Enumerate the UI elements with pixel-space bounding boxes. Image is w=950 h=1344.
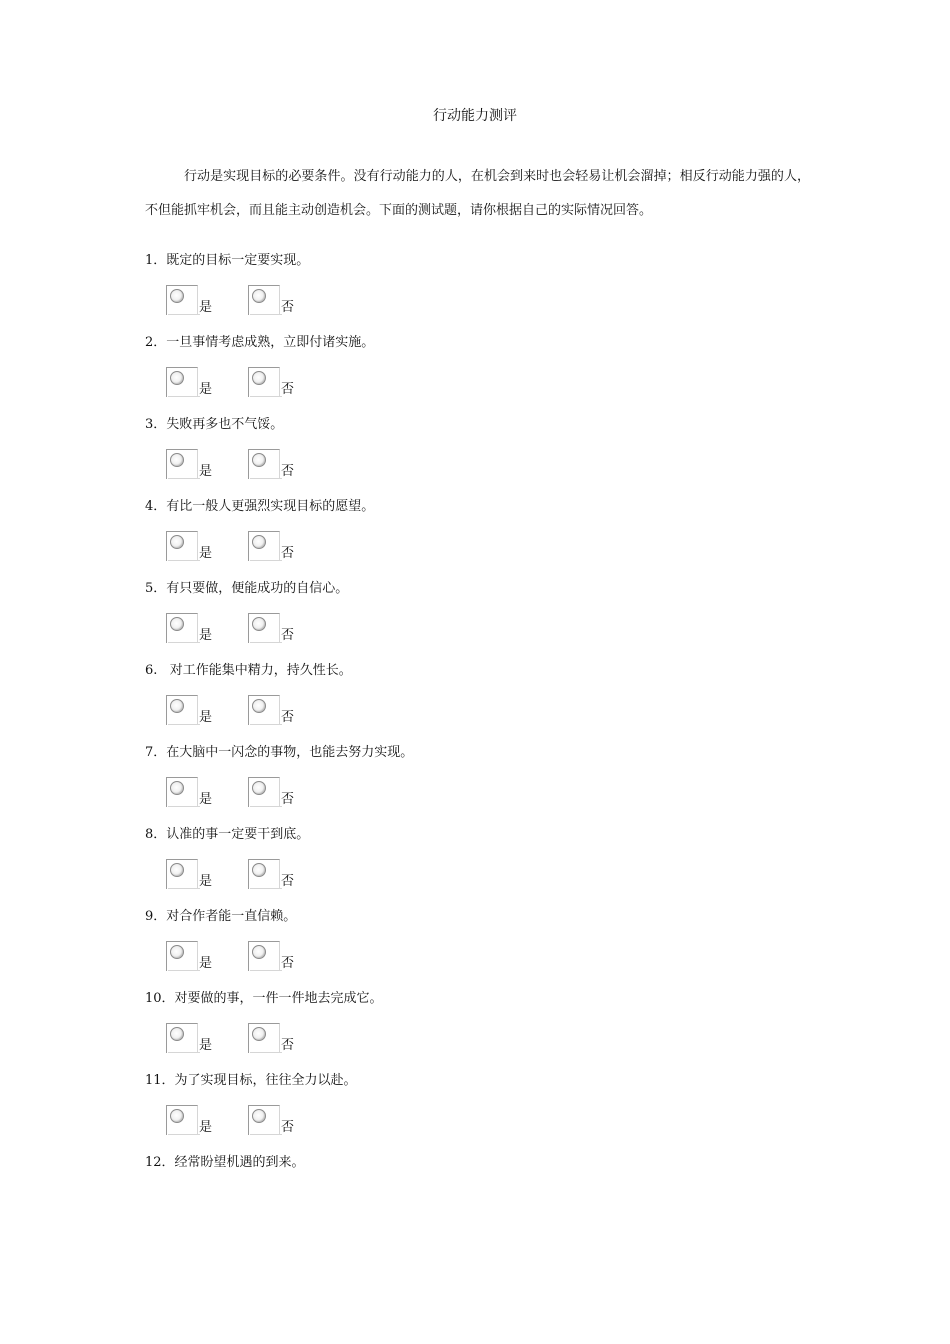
answer-label-no: 否 [281,464,295,479]
question-item [145,251,810,333]
answer-label-yes: 是 [199,710,213,725]
question-text: 2．一旦事情考虑成熟，立即付诸实施。 [145,335,375,350]
answer-label-yes: 是 [199,1038,213,1053]
answer-label-no: 否 [281,1120,295,1135]
answer-label-yes: 是 [199,874,213,889]
question-item [145,1153,810,1235]
radio-circle-icon [170,453,184,467]
question-text: 5．有只要做，便能成功的自信心。 [145,581,349,596]
radio-button[interactable] [248,449,280,479]
answer-label-no: 否 [281,1038,295,1053]
question-item [145,415,810,497]
question-text: 9．对合作者能一直信赖。 [145,909,297,924]
radio-button[interactable] [248,367,280,397]
radio-button[interactable] [248,941,280,971]
radio-button[interactable] [248,1105,280,1135]
question-text: 3．失败再多也不气馁。 [145,417,284,432]
radio-button[interactable] [248,695,280,725]
question-text: 7．在大脑中一闪念的事物，也能去努力实现。 [145,745,414,760]
radio-button[interactable] [166,859,198,889]
question-item [145,579,810,661]
radio-button[interactable] [166,449,198,479]
radio-circle-icon [252,1027,266,1041]
radio-circle-icon [170,945,184,959]
question-text: 6. 对工作能集中精力，持久性长。 [145,663,352,678]
question-item [145,661,810,743]
radio-button[interactable] [166,367,198,397]
radio-circle-icon [252,453,266,467]
answer-label-no: 否 [281,710,295,725]
radio-button[interactable] [166,941,198,971]
intro-paragraph: 行动是实现目标的必要条件。没有行动能力的人，在机会到来时也会轻易让机会溜掉；相反行动能力强的人，不但能抓牢机会，而且能主动创造机会。下面的测试题，请你根据自己的实际情况回答。 [145,169,810,218]
answer-label-no: 否 [281,628,295,643]
radio-button[interactable] [248,285,280,315]
question-item [145,333,810,415]
radio-circle-icon [252,945,266,959]
answer-label-no: 否 [281,382,295,397]
answer-label-no: 否 [281,546,295,561]
radio-circle-icon [170,535,184,549]
radio-circle-icon [170,1027,184,1041]
question-text: 4．有比一般人更强烈实现目标的愿望。 [145,499,375,514]
radio-circle-icon [252,781,266,795]
question-text: 1．既定的目标一定要实现。 [145,253,310,268]
radio-circle-icon [252,617,266,631]
radio-circle-icon [170,781,184,795]
radio-button[interactable] [166,777,198,807]
answer-label-yes: 是 [199,300,213,315]
radio-circle-icon [252,1109,266,1123]
radio-button[interactable] [248,531,280,561]
question-text: 12．经常盼望机遇的到来。 [145,1155,305,1170]
page-title: 行动能力测评 [433,108,517,124]
question-item [145,497,810,579]
answer-label-no: 否 [281,792,295,807]
question-text: 10．对要做的事，一件一件地去完成它。 [145,991,383,1006]
radio-button[interactable] [248,613,280,643]
answer-label-yes: 是 [199,792,213,807]
radio-button[interactable] [166,695,198,725]
question-item [145,989,810,1071]
question-item [145,907,810,989]
question-item [145,743,810,825]
question-list [145,251,810,1235]
radio-button[interactable] [166,613,198,643]
radio-circle-icon [252,863,266,877]
radio-circle-icon [252,535,266,549]
radio-circle-icon [170,289,184,303]
radio-button[interactable] [166,531,198,561]
question-text: 11．为了实现目标，往往全力以赴。 [145,1073,357,1088]
question-item [145,1071,810,1153]
answer-label-no: 否 [281,956,295,971]
radio-circle-icon [170,863,184,877]
radio-circle-icon [170,699,184,713]
radio-circle-icon [170,1109,184,1123]
radio-button[interactable] [248,1023,280,1053]
answer-label-yes: 是 [199,546,213,561]
radio-circle-icon [252,699,266,713]
answer-label-yes: 是 [199,956,213,971]
answer-label-no: 否 [281,874,295,889]
answer-label-no: 否 [281,300,295,315]
radio-button[interactable] [248,859,280,889]
radio-button[interactable] [166,1105,198,1135]
radio-circle-icon [170,617,184,631]
radio-circle-icon [170,371,184,385]
answer-label-yes: 是 [199,628,213,643]
radio-button[interactable] [166,1023,198,1053]
answer-label-yes: 是 [199,464,213,479]
radio-button[interactable] [166,285,198,315]
question-text: 8．认准的事一定要干到底。 [145,827,310,842]
answer-label-yes: 是 [199,382,213,397]
radio-circle-icon [252,371,266,385]
radio-circle-icon [252,289,266,303]
answer-label-yes: 是 [199,1120,213,1135]
radio-button[interactable] [248,777,280,807]
question-item [145,825,810,907]
